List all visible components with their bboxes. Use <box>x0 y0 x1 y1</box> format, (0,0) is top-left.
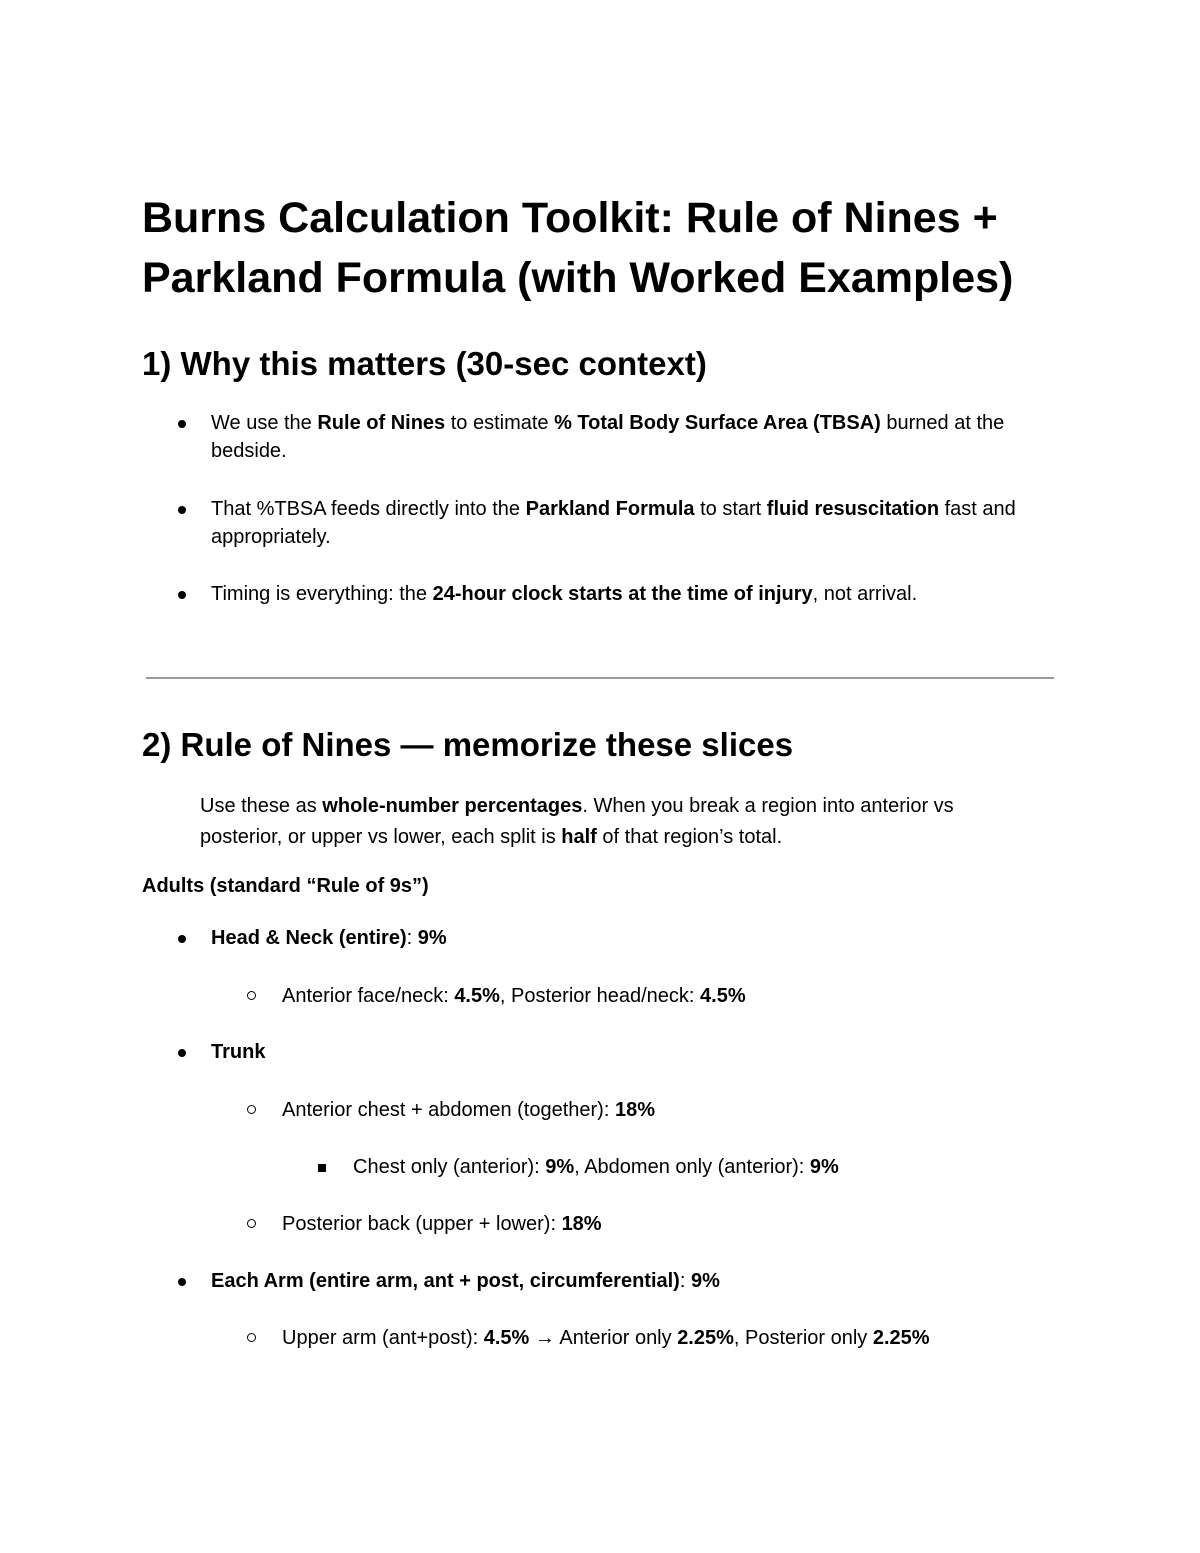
bullet-icon <box>178 506 186 514</box>
section-heading-rule-of-nines: 2) Rule of Nines — memorize these slices <box>142 726 794 763</box>
bullet-icon <box>178 935 186 943</box>
bullet-ring-icon <box>247 1105 256 1114</box>
bullet-ring-icon <box>247 991 256 1000</box>
list-item-trunk-posterior: Posterior back (upper + lower): 18% <box>282 1213 602 1235</box>
bullet-ring-icon <box>247 1219 256 1228</box>
bullet-ring-icon <box>247 1333 256 1342</box>
list-item-each-arm: Each Arm (entire arm, ant + post, circumferential): 9% <box>211 1270 720 1292</box>
bullet-icon <box>178 591 186 599</box>
adults-subheading: Adults (standard “Rule of 9s”) <box>142 875 429 897</box>
list-item-head-neck: Head & Neck (entire): 9% <box>211 927 447 949</box>
bullet-icon <box>178 1278 186 1286</box>
bullet-icon <box>178 1049 186 1057</box>
list-item-trunk: Trunk <box>211 1041 266 1063</box>
intro-paragraph: Use these as whole-number percentages. When you break a region into anterior vs posterior, or upper vs lower, each split is half of that region’s total. <box>200 795 954 848</box>
list-item-parkland: That %TBSA feeds directly into the Parkland Formula to start fluid resuscitation fast and appropriately. <box>211 498 1016 548</box>
bullet-square-icon <box>318 1164 326 1172</box>
section-heading-why: 1) Why this matters (30-sec context) <box>142 345 707 382</box>
list-item-upper-arm: Upper arm (ant+post): 4.5% → Anterior only 2.25%, Posterior only 2.25% <box>282 1327 930 1349</box>
horizontal-divider <box>146 677 1054 679</box>
list-item-head-neck-split: Anterior face/neck: 4.5%, Posterior head/neck: 4.5% <box>282 985 746 1007</box>
document-title: Burns Calculation Toolkit: Rule of Nines + Parkland Formula (with Worked Examples) <box>142 194 1014 302</box>
list-item-trunk-anterior: Anterior chest + abdomen (together): 18% <box>282 1099 655 1121</box>
list-item-chest-abdomen: Chest only (anterior): 9%, Abdomen only (anterior): 9% <box>353 1156 839 1178</box>
list-item-timing: Timing is everything: the 24-hour clock starts at the time of injury, not arrival. <box>211 583 918 605</box>
bullet-icon <box>178 420 186 428</box>
list-item-rule-of-nines: We use the Rule of Nines to estimate % Total Body Surface Area (TBSA) burned at the bedside. <box>211 412 1005 462</box>
